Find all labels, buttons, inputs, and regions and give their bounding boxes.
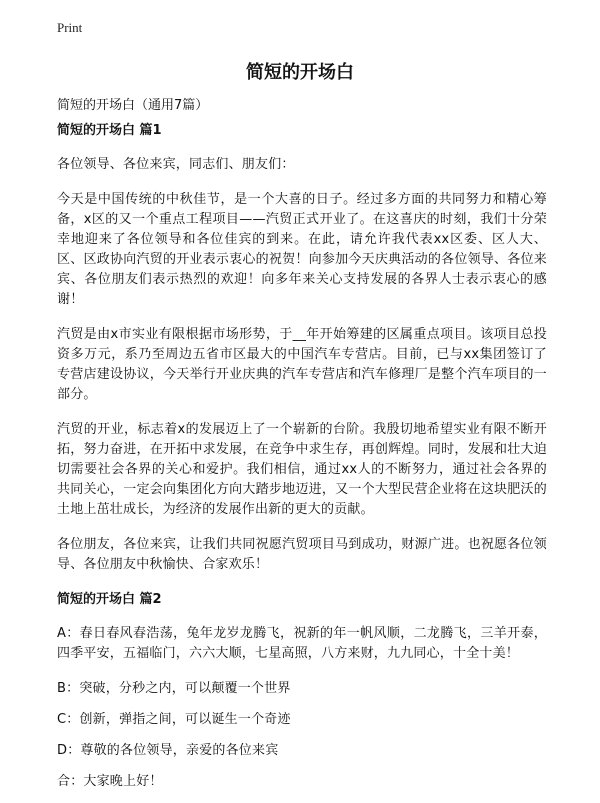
document-subtitle: 简短的开场白（通用7篇） <box>57 98 209 113</box>
print-link[interactable]: Print <box>57 20 83 35</box>
paragraph: 汽贸的开业，标志着x的发展迈上了一个崭新的台阶。我殷切地希望实业有限不断开拓，努力奋进，在开拓中求发展，在竞争中求生存，再创辉煌。同时，发展和壮大迫切需要社会各界的关心和爱护。我们相信，通过xx人的不断努力，通过社会各界的共同关心，一定会向集团化方向大踏步地迈进，又一个大型民营企业将在这块肥沃的土地上茁壮成长，为经济的发展作出新的更大的贡献。 <box>57 422 547 517</box>
paragraph: B：突破，分秒之内，可以颠覆一个世界 <box>57 681 291 696</box>
page-title: 简短的开场白 <box>246 62 354 83</box>
section-1 <box>57 121 547 575</box>
paragraph: 各位领导、各位来宾，同志们、朋友们： <box>57 157 295 172</box>
section-heading: 简短的开场白 篇1 <box>57 123 162 138</box>
section-heading: 简短的开场白 篇2 <box>57 592 162 607</box>
paragraph: A：春日春风春浩荡，兔年龙岁龙腾飞，祝新的年一帆风顺，二龙腾飞，三羊开泰，四季平安，五福临门，六六大顺，七星高照，八方来财，九九同心，十全十美！ <box>57 626 547 661</box>
section-2 <box>57 590 547 792</box>
paragraph: 各位朋友，各位来宾，让我们共同祝愿汽贸项目马到成功，财源广进。也祝愿各位领导、各位朋友中秋愉快、合家欢乐！ <box>57 537 547 572</box>
paragraph: 合：大家晚上好！ <box>57 774 163 789</box>
paragraph: 今天是中国传统的中秋佳节，是一个大喜的日子。经过多方面的共同努力和精心筹备，x区的又一个重点工程项目——汽贸正式开业了。在这喜庆的时刻，我们十分荣幸地迎来了各位领导和各位佳宾的到来。在此，请允许我代表xx区委、区人大、区、区政协向汽贸的开业表示衷心的祝贺！向参加今天庆典活动的各位领导、各位来宾、各位朋友们表示热烈的欢迎！向多年来关心支持发展的各界人士表示衷心的感谢！ <box>57 192 547 307</box>
document-body <box>57 121 547 803</box>
paragraph: D：尊敬的各位领导，亲爱的各位来宾 <box>57 743 279 758</box>
paragraph: 汽贸是由x市实业有限根据市场形势，于__年开始筹建的区属重点项目。该项目总投资多万元，系乃至周边五省市区最大的中国汽车专营店。目前，已与xx集团签订了专营店建设协议，今天举行开业庆典的汽车专营店和汽车修理厂是整个汽车项目的一部分。 <box>57 327 547 402</box>
paragraph: C：创新，弹指之间，可以诞生一个奇迹 <box>57 712 291 727</box>
